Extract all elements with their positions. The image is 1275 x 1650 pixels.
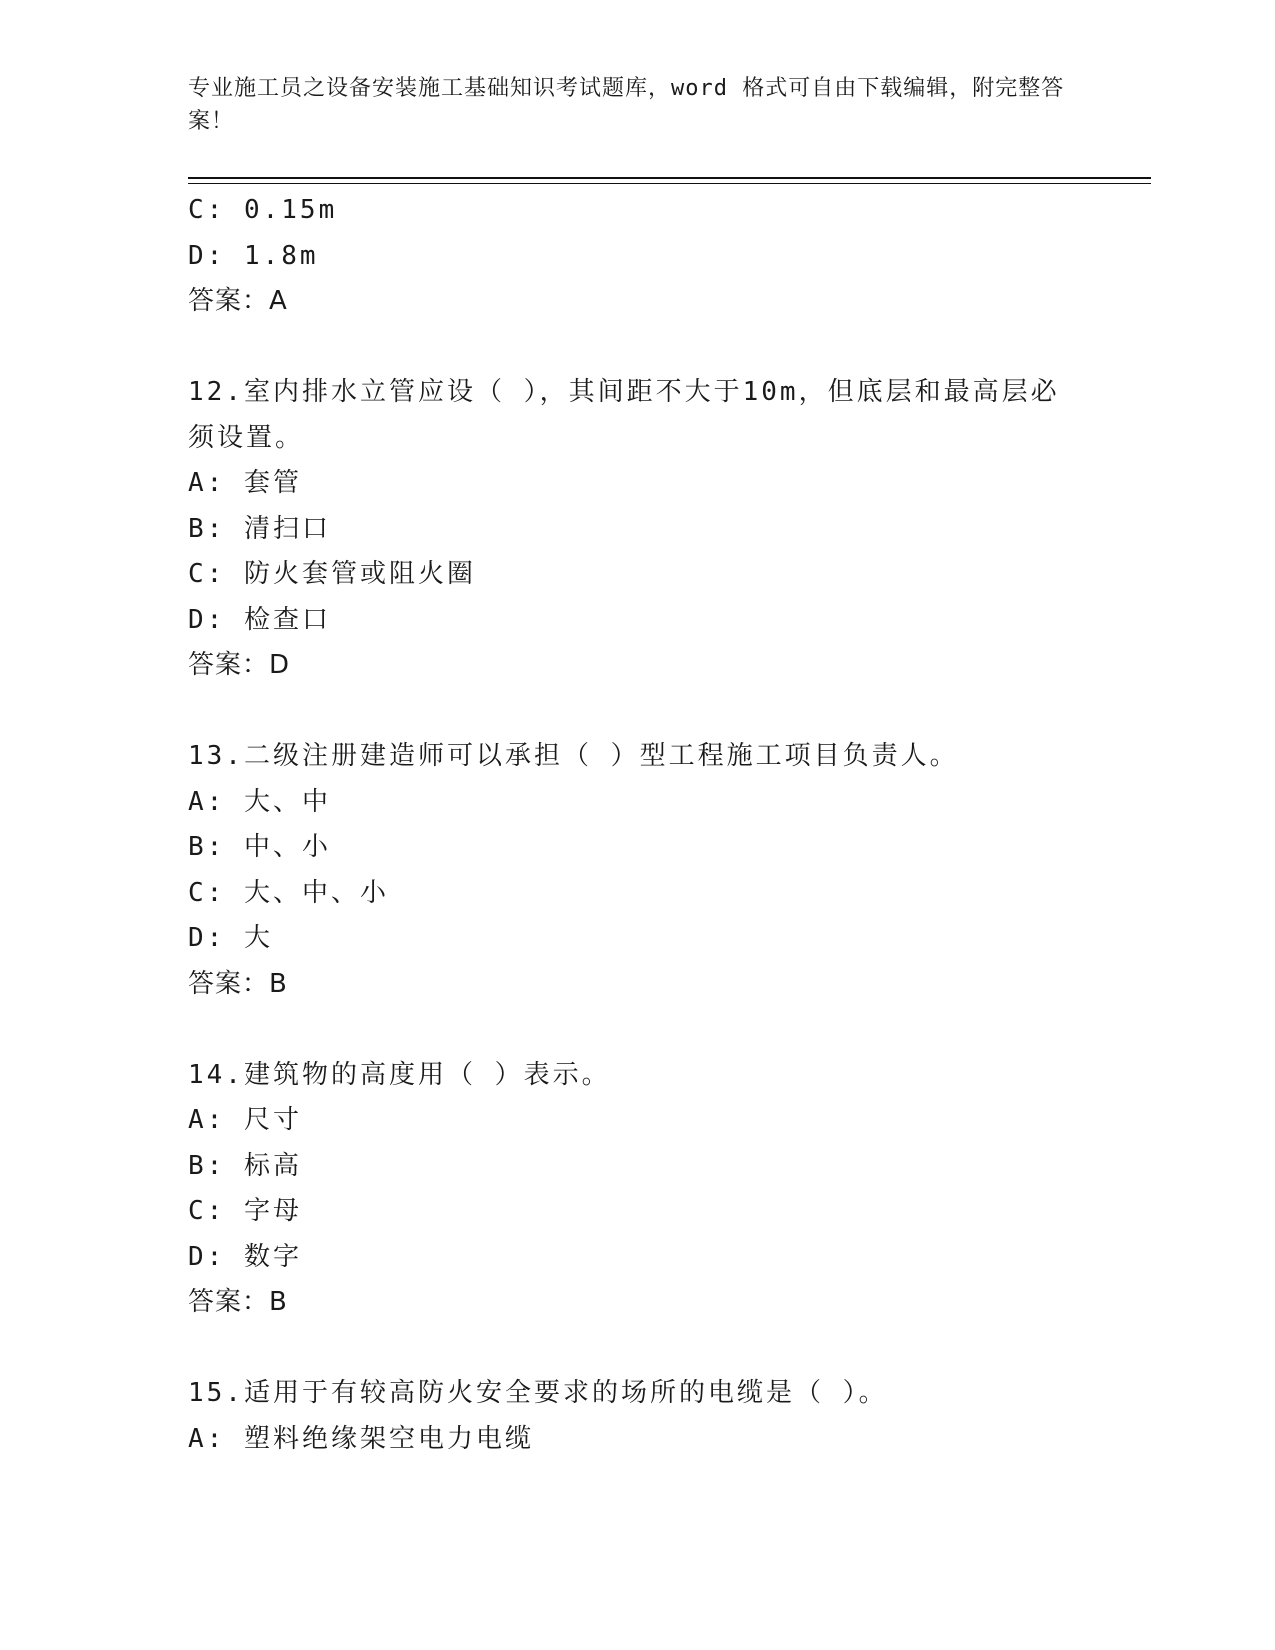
option-b: B: 标高 <box>188 1150 302 1181</box>
option-c: C: 大、中、小 <box>188 877 389 908</box>
option-d: D: 大 <box>188 923 273 953</box>
spacer <box>188 1326 1088 1372</box>
question-15 <box>188 1371 1088 1462</box>
spacer <box>188 1007 1088 1053</box>
answer-line: 答案：D <box>188 650 291 680</box>
option-a: A: 尺寸 <box>188 1105 302 1135</box>
question-11-continued <box>188 188 1088 325</box>
answer-line: 答案：A <box>188 286 288 316</box>
answer-line: 答案：B <box>188 1287 288 1317</box>
question-stem: 15.适用于有较高防火安全要求的场所的电缆是（ ）。 <box>188 1378 888 1408</box>
question-list <box>188 188 1088 1462</box>
question-13 <box>188 734 1088 1007</box>
question-stem: 13.二级注册建造师可以承担（ ）型工程施工项目负责人。 <box>188 741 959 771</box>
question-12 <box>188 370 1088 689</box>
option-c: C: 0.15m <box>188 195 338 225</box>
spacer <box>188 325 1088 371</box>
option-a: A: 套管 <box>188 468 302 498</box>
answer-line: 答案：B <box>188 968 288 999</box>
option-b: B: 中、小 <box>188 832 331 862</box>
spacer <box>188 689 1088 735</box>
question-stem: 14.建筑物的高度用（ ）表示。 <box>188 1059 611 1090</box>
question-stem: 12.室内排水立管应设（ ），其间距不大于10m，但底层和最高层必须设置。 <box>188 377 1060 453</box>
option-d: D: 检查口 <box>188 604 331 635</box>
option-a: A: 塑料绝缘架空电力电缆 <box>188 1423 534 1454</box>
header-divider-thin <box>188 183 1151 184</box>
option-c: C: 防火套管或阻火圈 <box>188 559 476 589</box>
option-d: D: 数字 <box>188 1241 302 1272</box>
option-c: C: 字母 <box>188 1196 302 1226</box>
option-d: D: 1.8m <box>188 240 319 271</box>
header-divider-thick <box>188 177 1151 179</box>
option-a: A: 大、中 <box>188 786 331 817</box>
option-b: B: 清扫口 <box>188 513 331 544</box>
question-14 <box>188 1053 1088 1326</box>
page-header: 专业施工员之设备安装施工基础知识考试题库，word 格式可自由下载编辑，附完整答案！ <box>188 76 1065 134</box>
